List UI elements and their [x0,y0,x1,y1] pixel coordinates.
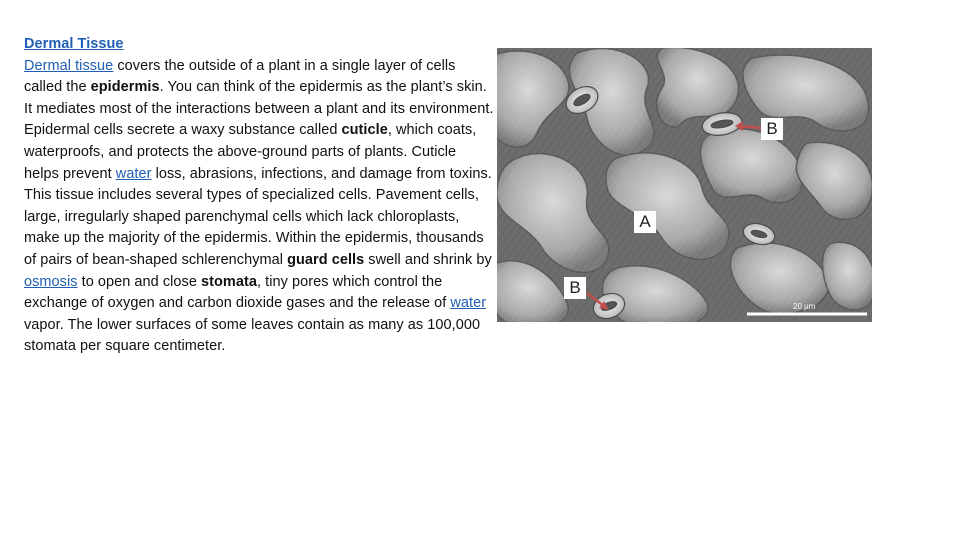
micrograph-image [497,48,872,322]
article-heading [24,34,494,56]
term-epidermis: epidermis [90,79,160,96]
term-cuticle: cuticle [341,122,388,139]
label-b-bottom: B [564,277,586,299]
term-guard-cells: guard cells [287,251,365,268]
paragraph-1 [24,56,494,186]
epidermis-micrograph [497,48,872,322]
p1-text-3: , which coats, waterproofs, and protects the above-ground parts of plants. Cuticle helps prevent [24,122,477,182]
water-link-1[interactable]: water [115,165,152,182]
arrow-bottom-icon [585,291,611,313]
p2-text-3: to open and close [77,273,202,290]
p1-text-2: . You can think of the epidermis as the plant’s skin. It mediates most of the interactions between a plant and its environment. Epidermal cells secrete a waxy substance called [24,79,494,139]
water-link-2[interactable]: water [450,295,487,312]
osmosis-link[interactable]: osmosis [24,273,78,290]
p2-text-2: swell and shrink by [364,251,492,268]
dermal-tissue-link[interactable]: Dermal tissue [24,57,114,74]
p1-text-4: loss, abrasions, infections, and damage from toxins. [151,165,492,182]
article-text [24,34,494,358]
p2-text-5: vapor. The lower surfaces of some leaves contain as many as 100,000 stomata per square centimeter. [24,316,481,355]
scale-bar-label: 20 µm [793,302,816,311]
p2-text-4: , tiny pores which control the exchange of oxygen and carbon dioxide gases and the release of [24,273,451,312]
p2-text-1: This tissue includes several types of specialized cells. Pavement cells, large, irregularly shaped parenchymal cells which lack chloroplasts, make up the majority of the epidermis. Within the epidermis, thousands of pairs of bean-shaped schlerenchymal [24,187,484,268]
arrow-top-icon [733,118,763,138]
term-stomata: stomata [201,273,257,290]
label-a: A [634,211,656,233]
p1-text-1: covers the outside of a plant in a single layer of cells called the [24,57,456,96]
label-b-top: B [761,118,783,140]
heading-link[interactable]: Dermal Tissue [24,36,124,52]
paragraph-2 [24,185,494,358]
